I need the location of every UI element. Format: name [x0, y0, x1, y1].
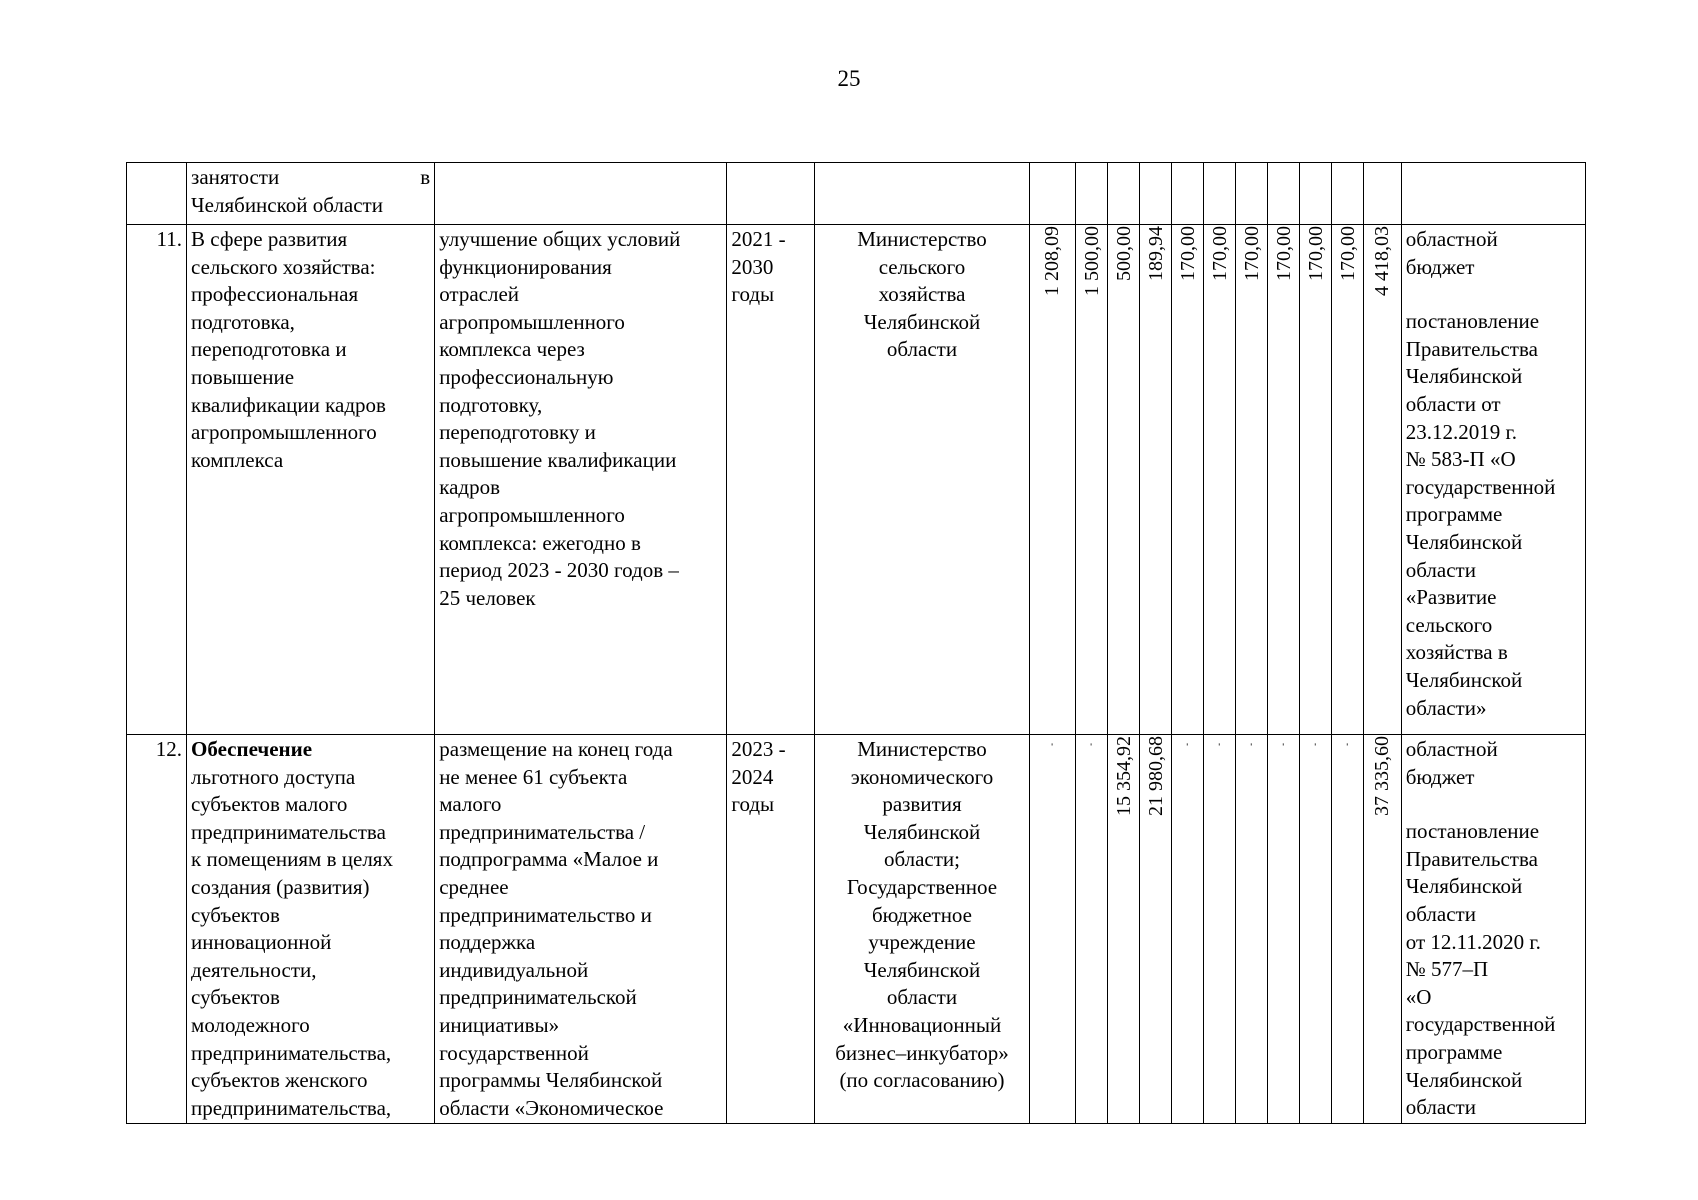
dash-mark: ˈ [1248, 742, 1254, 757]
cell-text-line: бюджет [1405, 764, 1475, 789]
cell-text-line: Челябинской [1405, 667, 1523, 692]
amount-value: 189,94 [1144, 226, 1167, 281]
value-cell [1203, 735, 1235, 1124]
cell-text-line: годы [731, 282, 775, 307]
dash-mark: ˈ [1312, 742, 1318, 757]
cell-text-line: Обеспечение [191, 737, 313, 761]
amount-value: 170,00 [1176, 226, 1199, 281]
cell-text-line: Министерство [857, 737, 987, 761]
cell-text-line: области [886, 985, 958, 1010]
cell-text-line: бюджет [1405, 254, 1475, 279]
cell-text-line: создания (развития) [191, 874, 370, 899]
value-cell [1203, 225, 1235, 735]
source-cell [1401, 225, 1585, 735]
value-cell [1075, 735, 1107, 1124]
cell-text-line: субъектов женского [191, 1068, 368, 1093]
amount-value: 500,00 [1112, 226, 1135, 281]
cell-text-line: предпринимательство и [439, 902, 652, 927]
cell-text-line: индивидуальной [439, 957, 589, 982]
measure-name-cell [187, 225, 435, 735]
cell-text-line: хозяйства в [1405, 640, 1508, 665]
amount-value: 170,00 [1304, 226, 1327, 281]
result-cell [435, 163, 727, 225]
cell-text-line: Челябинской [863, 309, 981, 334]
cell-text-line: субъектов малого [191, 792, 348, 817]
cell-text-line: к помещениям в целях [191, 847, 393, 872]
cell-text-line: программе [1405, 502, 1503, 527]
cell-text-line: государственной [1405, 1012, 1556, 1037]
cell-text-line: Правительства [1405, 846, 1538, 871]
cell-text-line: малого [439, 792, 502, 817]
cell-text-line: Челябинской [1405, 529, 1523, 554]
cell-text-line: программе [1405, 1039, 1503, 1064]
value-cell [1107, 735, 1139, 1124]
cell-text-line: переподготовка и [191, 337, 347, 362]
amount-value: 170,00 [1272, 226, 1295, 281]
spacer [1406, 281, 1581, 308]
total-value-cell [1363, 225, 1401, 735]
cell-text-line: субъектов [191, 902, 280, 927]
cell-text-line: программы Челябинской [439, 1068, 663, 1093]
cell-text-line: области от [1405, 391, 1501, 416]
cell-text-line: комплекса через [439, 337, 585, 362]
dash-mark: ˈ [1216, 742, 1222, 757]
continuation-row [127, 163, 1586, 225]
cell-text-line: предпринимательства, [191, 1040, 392, 1065]
value-cell [1171, 735, 1203, 1124]
cell-text-line: Правительства [1405, 336, 1538, 361]
cell-text-line: Челябинской [1405, 364, 1523, 389]
cell-text-line: области; [883, 847, 961, 872]
spacer [1406, 791, 1581, 818]
value-cell [1235, 735, 1267, 1124]
cell-text-line: № 577–П [1405, 957, 1489, 982]
cell-text-line: агропромышленного [191, 420, 377, 445]
amount-value: 1 500,00 [1080, 226, 1103, 296]
cell-text-line: размещение на конец года [439, 737, 673, 761]
cell-text-line: государственной [1405, 474, 1556, 499]
value-cell [1029, 225, 1075, 735]
cell-text-line: подготовку, [439, 392, 543, 417]
cell-text-line: области [886, 337, 958, 362]
cell-text-line: подпрограмма «Малое и [439, 847, 659, 872]
row-number-cell: 12. [127, 735, 187, 1124]
executor-cell [815, 163, 1029, 225]
result-cell [435, 735, 727, 1124]
value-cell [1299, 735, 1331, 1124]
value-cell [1331, 735, 1363, 1124]
cell-text-line: области [1405, 557, 1476, 582]
cell-text-line: Челябинской [1405, 1067, 1523, 1092]
cell-text-line: от 12.11.2020 г. [1405, 929, 1541, 954]
cell-text-line: повышение квалификации [439, 447, 677, 472]
value-cell [1139, 735, 1171, 1124]
cell-text-line: Министерство [857, 227, 987, 251]
cell-text-line: областной [1405, 227, 1498, 251]
cell-text-line: не менее 61 субъекта [439, 764, 628, 789]
cell-text-line: деятельности, [191, 957, 317, 982]
cell-text-line: В сфере развития [191, 227, 348, 251]
amount-value: 15 354,92 [1112, 736, 1135, 816]
amount-value: 170,00 [1208, 226, 1231, 281]
cell-text-line: экономического [850, 764, 994, 789]
amount-value: 170,00 [1240, 226, 1263, 281]
term-cell [727, 735, 815, 1124]
cell-text-line: инновационной [191, 930, 332, 955]
cell-text-line: Государственное [846, 874, 998, 899]
amount-value: 1 208,09 [1041, 226, 1064, 296]
cell-text-line: «Инновационный [842, 1012, 1002, 1037]
cell-text-line: 2021 - [731, 227, 786, 251]
cell-text-line: области» [1405, 695, 1487, 720]
cell-text-line: 2030 [731, 254, 774, 279]
cell-text-line: (по согласованию) [839, 1068, 1005, 1093]
value-cell [1107, 225, 1139, 735]
value-cell [1299, 225, 1331, 735]
source-cell [1401, 163, 1585, 225]
value-cell [1235, 225, 1267, 735]
value-cell [1171, 225, 1203, 735]
value-cell [1331, 225, 1363, 735]
value-cell [1139, 225, 1171, 735]
cell-text-line: Челябинской [1405, 874, 1523, 899]
cell-text-line: учреждение [868, 930, 976, 955]
result-cell [435, 225, 727, 735]
cell-text-line: областной [1405, 737, 1498, 761]
dash-mark: ˈ [1049, 742, 1055, 757]
value-cell [1029, 735, 1075, 1124]
cell-text-line: профессиональная [191, 282, 359, 307]
cell-text-line: улучшение общих условий [439, 227, 681, 251]
page-number: 25 [837, 66, 861, 91]
cell-text-line: субъектов [191, 985, 280, 1010]
cell-text-line: области [1405, 901, 1476, 926]
cell-text-line: поддержка [439, 930, 536, 955]
cell-text-line: среднее [439, 874, 509, 899]
cell-text-line: предпринимательства [191, 819, 386, 844]
cell-text-line: постановление [1405, 309, 1540, 334]
row-number-cell: 11. [127, 225, 187, 735]
cell-text-line: повышение [191, 364, 295, 389]
cell-text-line: комплекса [191, 447, 284, 472]
cell-text-line: предпринимательства / [439, 819, 646, 844]
cell-text-line: области [1405, 1095, 1476, 1120]
dash-mark: ˈ [1280, 742, 1286, 757]
cell-text-line: агропромышленного [439, 309, 625, 334]
cell-text-line: льготного доступа [191, 764, 356, 789]
program-table [126, 162, 1586, 1124]
cell-text-line: переподготовку и [439, 420, 596, 445]
cell-text-line: отраслей [439, 282, 520, 307]
cell-text-line: 23.12.2019 г. [1405, 419, 1517, 444]
cell-text-line: «Развитие [1405, 585, 1497, 610]
cell-text-line: области «Экономическое [439, 1095, 664, 1120]
cell-text-line: 2023 - [731, 737, 786, 761]
cell-text-line: 25 человек [439, 585, 536, 610]
cell-text-line: годы [731, 792, 775, 817]
term-cell [727, 225, 815, 735]
row-number-cell [127, 163, 187, 225]
cell-text-line: государственной [439, 1040, 589, 1065]
table-row [127, 225, 1586, 735]
cell-text-line: инициативы» [439, 1012, 560, 1037]
cell-text-line: функционирования [439, 254, 612, 279]
amount-value: 37 335,60 [1371, 736, 1394, 816]
cell-text-line: сельского [878, 254, 966, 279]
dash-mark: ˈ [1184, 742, 1190, 757]
term-cell [727, 163, 815, 225]
source-cell [1401, 735, 1585, 1124]
cell-text-line: Челябинской [863, 819, 981, 844]
measure-name-cell: занятости в Челябинской области [187, 163, 435, 225]
cell-text-line: предпринимательства, [191, 1095, 392, 1120]
cell-text-line: Челябинской [863, 957, 981, 982]
cell-text-line: 2024 [731, 764, 774, 789]
cell-text-line: бизнес–инкубатор» [835, 1040, 1009, 1065]
cell-text-line: развития [882, 792, 962, 817]
cell-text-line: сельского хозяйства: [191, 254, 376, 279]
value-cell [1075, 225, 1107, 735]
cell-text-line: бюджетное [871, 902, 973, 927]
amount-value: 170,00 [1336, 226, 1359, 281]
cell-text-line: молодежного [191, 1012, 310, 1037]
cell-text-line: комплекса: ежегодно в [439, 530, 641, 555]
cell-text-line: квалификации кадров [191, 392, 386, 417]
total-value-cell [1363, 735, 1401, 1124]
dash-mark: ˈ [1344, 742, 1350, 757]
amount-value: 4 418,03 [1371, 226, 1394, 296]
cell-text-line: сельского [1405, 612, 1493, 637]
cell-text-line: агропромышленного [439, 502, 625, 527]
cell-text-line: кадров [439, 475, 500, 500]
dash-mark: ˈ [1088, 742, 1094, 757]
cell-text-line: постановление [1405, 819, 1540, 844]
executor-cell [815, 225, 1029, 735]
cell-text-line: подготовка, [191, 309, 295, 334]
value-cell [1267, 225, 1299, 735]
value-cell [1267, 735, 1299, 1124]
cell-text-line: «О [1405, 984, 1432, 1009]
cell-text-line: период 2023 - 2030 годов – [439, 558, 679, 583]
cell-text-line: № 583-П «О [1405, 447, 1516, 472]
cell-text-line: хозяйства [878, 282, 966, 307]
cell-text-line: профессиональную [439, 364, 614, 389]
table-row [127, 735, 1586, 1124]
executor-cell [815, 735, 1029, 1124]
measure-name-cell [187, 735, 435, 1124]
cell-text-line: предпринимательской [439, 985, 637, 1010]
amount-value: 21 980,68 [1144, 736, 1167, 816]
